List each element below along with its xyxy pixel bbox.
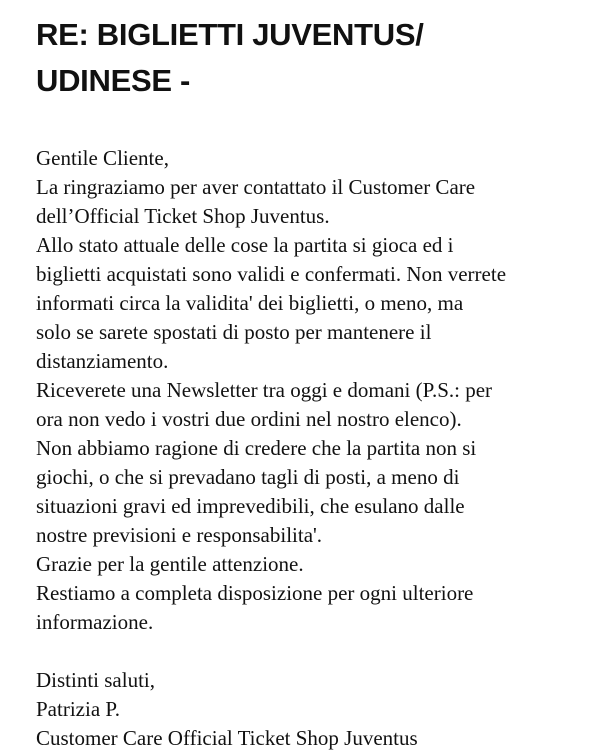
body-line: Restiamo a completa disposizione per ogni ulteriore (36, 581, 474, 605)
email-body (36, 144, 601, 753)
email-signature (36, 666, 601, 753)
body-line: Allo stato attuale delle cose la partita si gioca ed i (36, 233, 454, 257)
body-line: distanziamento. (36, 349, 169, 373)
subject-line: RE: BIGLIETTI JUVENTUS/ (36, 17, 424, 52)
body-line: Riceverete una Newsletter tra oggi e domani (P.S.: per (36, 378, 493, 402)
paragraph-gap (36, 637, 601, 666)
body-line: La ringraziamo per aver contattato il Customer Care (36, 175, 476, 199)
email-subject (36, 0, 596, 104)
body-line: dell’Official Ticket Shop Juventus. (36, 204, 330, 228)
body-line: ora non vedo i vostri due ordini nel nostro elenco). (36, 407, 462, 431)
body-line: solo se sarete spostati di posto per mantenere il (36, 320, 432, 344)
body-line: Gentile Cliente, (36, 146, 169, 170)
body-line: nostre previsioni e responsabilita'. (36, 523, 323, 547)
body-line: biglietti acquistati sono validi e confermati. Non verrete (36, 262, 507, 286)
body-line: informati circa la validita' dei biglietti, o meno, ma (36, 291, 464, 315)
body-line: Non abbiamo ragione di credere che la partita non si (36, 436, 477, 460)
body-line: Grazie per la gentile attenzione. (36, 552, 304, 576)
body-line: informazione. (36, 610, 154, 634)
body-line: giochi, o che si prevadano tagli di posti, a meno di (36, 465, 460, 489)
signature-line: Customer Care Official Ticket Shop Juventus (36, 726, 418, 750)
signature-line: Patrizia P. (36, 697, 120, 721)
signature-line: Distinti saluti, (36, 668, 156, 692)
subject-line: UDINESE - (36, 63, 191, 98)
body-line: situazioni gravi ed imprevedibili, che esulano dalle (36, 494, 465, 518)
